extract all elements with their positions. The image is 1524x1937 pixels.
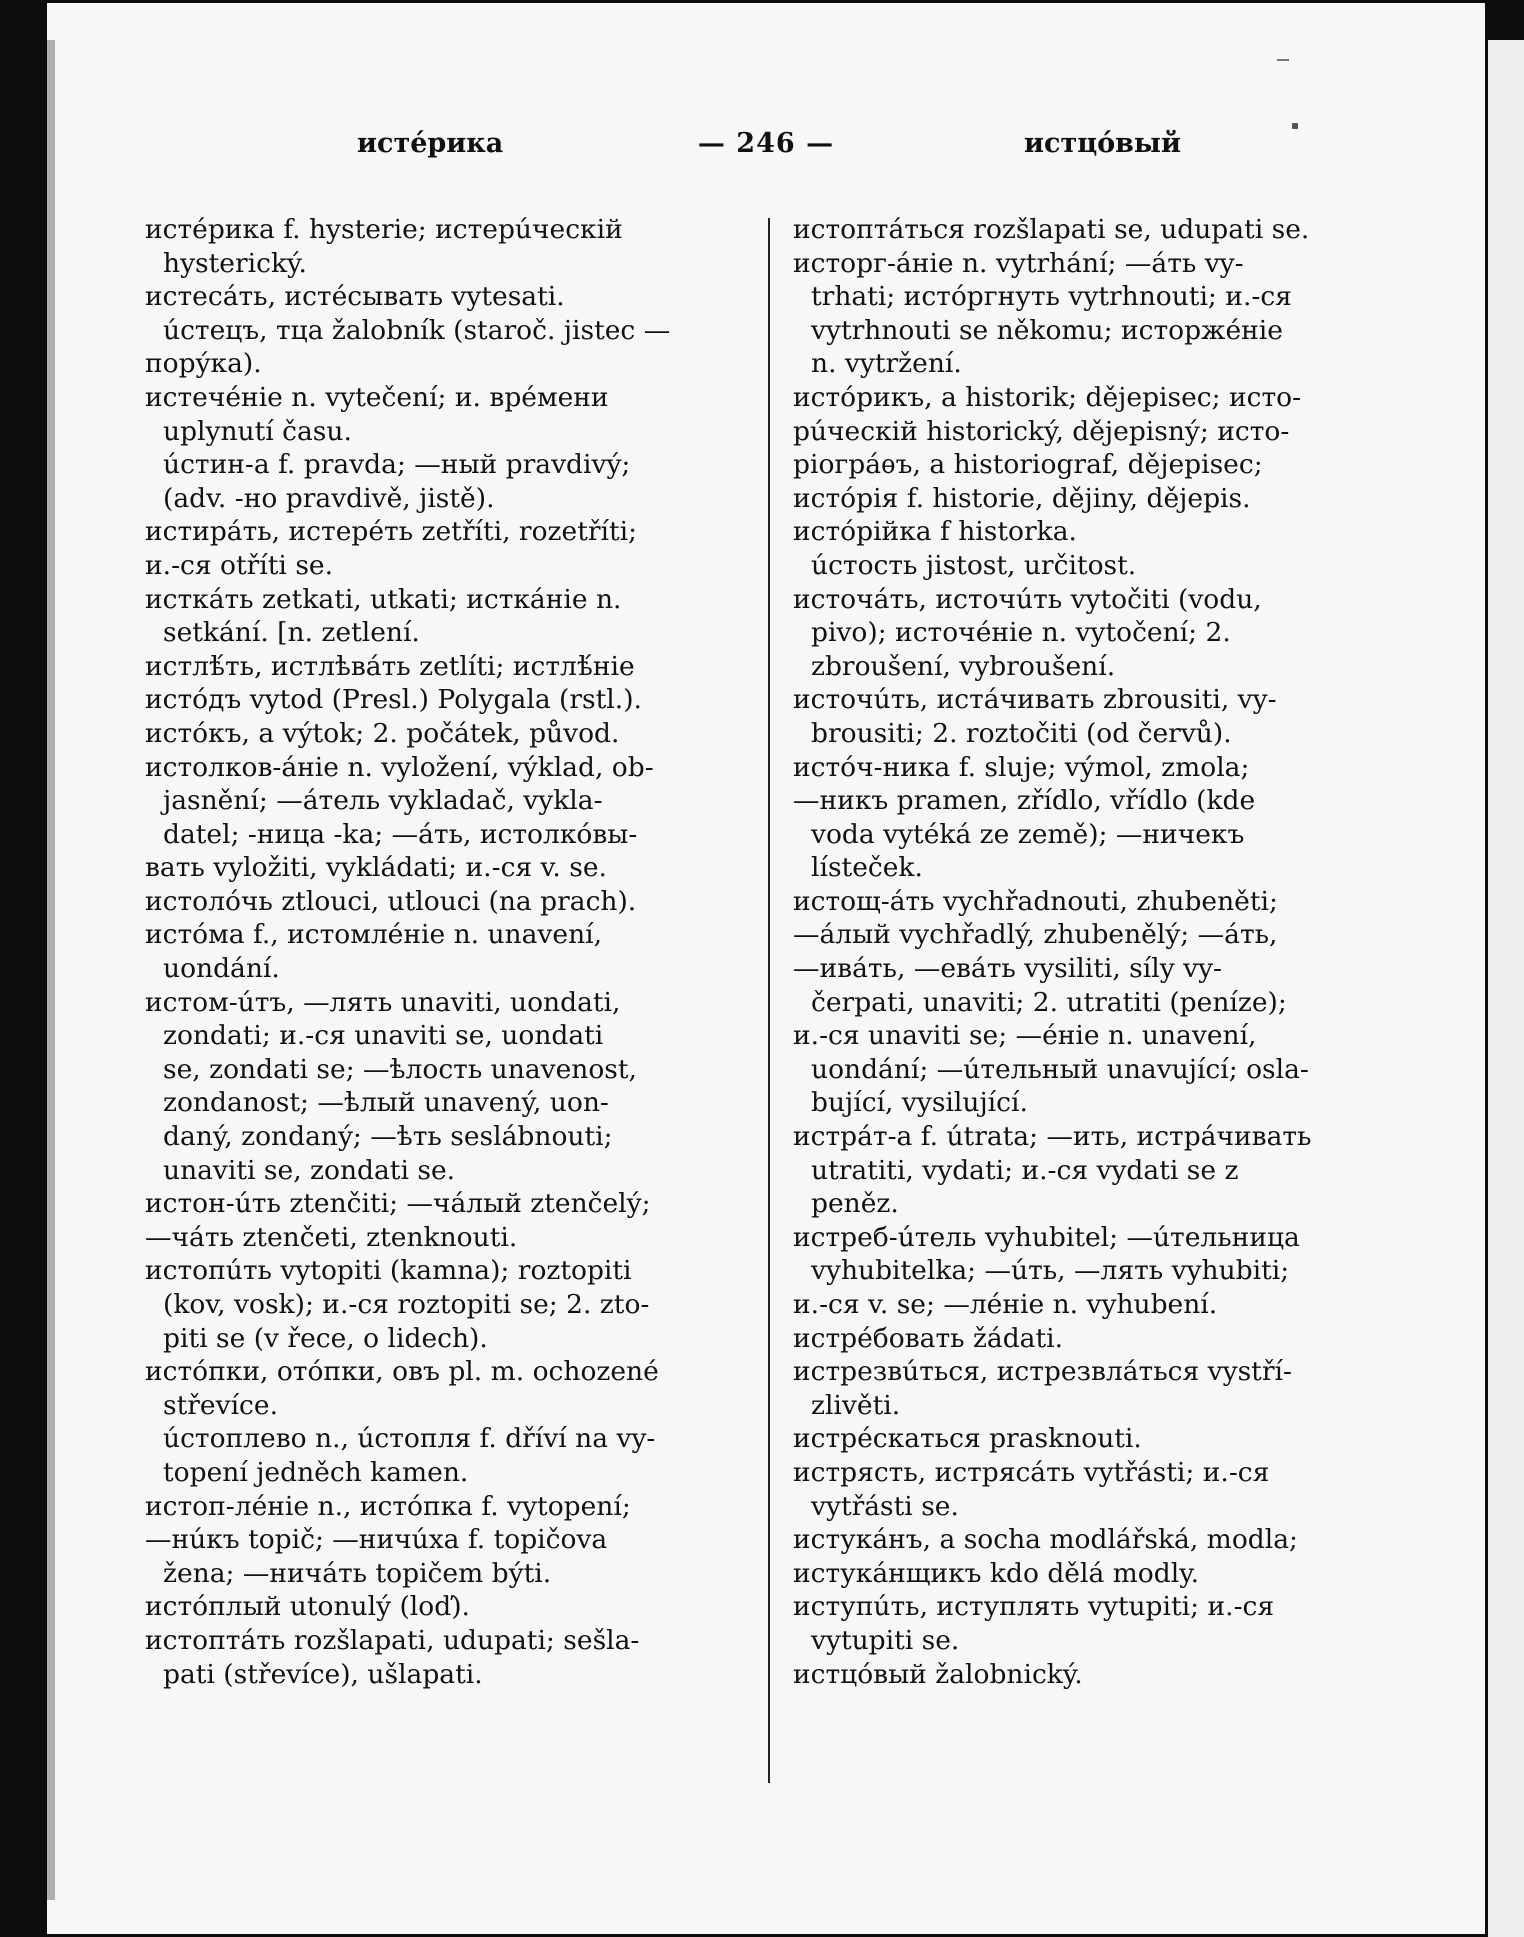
left-column-line: истон-úть ztenčiti; —чáлый ztenčelý; [145,1188,651,1220]
left-column-line: úстин-а f. pravda; —ный pravdivý; [163,449,631,481]
left-column-line: jasnění; —áтель vykladač, vykla- [163,785,603,817]
right-column-line: истрéбовать žádati. [793,1322,1064,1354]
right-column-line: uondání; —úтельный unavující; osla- [811,1053,1309,1085]
right-column-line: brousiti; 2. roztočiti (od červů). [811,717,1232,749]
print-speck [1292,123,1298,129]
left-column-line: истéрика f. hysterie; истерúческiй [145,214,623,245]
right-column-line: —никъ pramen, zřídlo, vřídlo (kde [793,785,1256,817]
left-column-line: истóма f., истомлéнiе n. unavení, [145,919,603,951]
left-column-line: исткáть zetkati, utkati; исткáнiе n. [145,583,622,615]
right-column-line: истрясть, истрясáть vytřásti; и.-ся [793,1456,1270,1488]
left-column [145,213,740,1691]
right-column-line: истрáт-а f. útrata; —ить, истрáчивать [793,1121,1312,1153]
left-column-line: истопúть vytopiti (kamna); roztopiti [145,1255,632,1287]
left-column-line: (adv. -но pravdivě, jistě). [163,482,495,514]
left-column-line: úстоплево n., úстопля f. dříví na vy- [163,1423,656,1455]
right-column-line: истукáнщикъ kdo dělá modly. [793,1557,1200,1589]
right-column-line: —áлый vychřadlý, zhubenělý; —áть, [793,919,1278,951]
left-column-line: pati (střevíce), ušlapati. [163,1658,483,1690]
left-column-line: žena; —ничáть topičem býti. [163,1557,552,1589]
left-column-line: истóпки, отóпки, овъ pl. m. ochozené [145,1356,659,1388]
running-header [47,128,1485,168]
right-column-line: zbroušení, vybroušení. [811,650,1116,682]
right-column-line: bující, vysilující. [811,1087,1028,1119]
left-column-line: datel; -ница -ka; —áть, истолкóвы- [163,818,638,850]
right-column-line: истóч-ника f. sluje; výmol, zmola; [793,751,1250,783]
right-column-line: и.-ся v. se; —лéнiе n. vyhubení. [793,1289,1218,1320]
left-column-line: setkání. [n. zetlení. [163,617,420,649]
right-column-line: истрéскаться prasknouti. [793,1423,1142,1455]
right-column-line: peněz. [811,1188,899,1220]
left-column-line: вать vyložiti, vykládati; и.-ся v. se. [145,852,607,884]
left-column-line: —нúкъ topič; —ничúха f. topičova [145,1524,608,1556]
right-column-line: истукáнъ, a socha modlářská, modla; [793,1524,1298,1556]
left-column-line: úстецъ, тца žalobník (staroč. jistec — [163,314,671,346]
left-column-line: истоптáть rozšlapati, udupati; sešla- [145,1624,640,1656]
right-column-line: čerpati, unaviti; 2. utratiti (peníze); [811,986,1287,1018]
left-column-line: hysterický. [163,247,307,279]
right-column-line: vytrhnouti se někomu; исторжéнiе [811,314,1283,346]
left-column-line: истóдъ vytod (Presl.) Polygala (rstl.). [145,684,642,716]
right-column-line: истощ-áть vychřadnouti, zhubeněti; [793,885,1278,917]
left-column-line: —чáть ztenčeti, ztenknouti. [145,1221,518,1253]
adjacent-page-edge [1488,40,1524,1937]
left-column-line: zondanost; —ѣлый unavený, uon- [163,1087,609,1119]
right-column-line: vyhubitelka; —úть, —лять vyhubiti; [811,1255,1290,1287]
right-column-line: úстость jistost, určitost. [811,549,1137,581]
right-column-line: источáть, источúть vytočiti (vodu, [793,583,1262,615]
page-number: — 246 — [697,128,835,159]
right-column-line: истрезвúться, истрезвлáться vystří- [793,1356,1292,1388]
right-column-line: истреб-úтель vyhubitel; —úтельница [793,1221,1300,1253]
right-column-line: —ивáть, —евáть vysiliti, síly vy- [793,953,1223,985]
right-column-line: vytupiti se. [811,1624,960,1656]
left-column-line: topení jedněch kamen. [163,1456,469,1488]
left-column-line: se, zondati se; —ѣлость unavenost, [163,1053,637,1085]
left-column-line: истоп-лéнiе n., истóпка f. vytopení; [145,1490,631,1522]
right-column-line: истóрiя f. historie, dějiny, dějepis. [793,482,1251,514]
left-column-line: zondati; и.-ся unaviti se, uondati [163,1020,604,1052]
left-column-line: истóкъ, a výtok; 2. počátek, původ. [145,717,620,749]
right-column-line: истóрiйка f historka. [793,516,1077,548]
page-binding-shadow [47,40,55,1900]
right-column-line: voda vytéká ze země); —ничекъ [811,818,1245,850]
right-column-line: pivo); источéнiе n. vytočení; 2. [811,617,1231,649]
left-column-line: истирáть, истерéть zetříti, rozetříti; [145,516,638,548]
right-column [793,213,1388,1691]
left-column-line: истóплый utonulý (loď). [145,1591,470,1623]
right-column-line: истцóвый žalobnický. [793,1658,1083,1690]
right-column-line: vytřásti se. [811,1490,959,1522]
left-column-line: истлѣ́ть, истлѣвáть zetlíti; истлѣ́нiе [145,650,635,682]
right-column-line: lísteček. [811,852,923,884]
left-column-line: piti se (v řece, o lidech). [163,1322,488,1354]
right-column-line: истоптáться rozšlapati se, udupati se. [793,214,1310,245]
header-last-entry: истцóвый [1024,128,1182,159]
right-column-line: n. vytržení. [811,348,962,380]
right-column-line: рiогрáѳъ, a historiograf, dějepisec; [793,449,1263,481]
left-column-line: uondání. [163,953,280,985]
right-column-line: utratiti, vydati; и.-ся vydati se z [811,1154,1239,1186]
right-column-line: рúческiй historický, dějepisný; исто- [793,415,1290,447]
left-column-line: unaviti se, zondati se. [163,1154,456,1186]
right-column-line: zlivěti. [811,1389,901,1421]
right-column-line: истóрикъ, a historik; dějepisec; исто- [793,381,1302,413]
right-column-line: источúть, истáчивать zbrousiti, vy- [793,684,1277,716]
left-column-line: истолков-áнiе n. vyložení, výklad, ob- [145,751,654,783]
right-column-line: иступúть, иступлять vytupiti; и.-ся [793,1591,1275,1623]
right-column-line: и.-ся unaviti se; —éнiе n. unavení, [793,1020,1257,1052]
header-first-entry: истéрика [357,128,504,159]
left-column-line: истесáть, истéсывать vytesati. [145,281,565,313]
left-column-line: истечéнiе n. vytečení; и. врéмени [145,381,609,413]
left-column-line: и.-ся otříti se. [145,549,334,581]
left-column-line: daný, zondaný; —ѣть seslábnouti; [163,1121,613,1153]
column-divider [768,218,770,1783]
left-column-line: истолóчь ztlouci, utlouci (na prach). [145,885,637,917]
left-column-line: střevíce. [163,1389,278,1421]
left-column-line: истом-úтъ, —лять unaviti, uondati, [145,986,621,1018]
dictionary-page [47,3,1485,1934]
print-speck [1277,59,1289,61]
left-column-line: (kov, vosk); и.-ся roztopiti se; 2. zto- [163,1289,650,1320]
right-column-line: исторг-áнiе n. vytrhání; —áть vy- [793,247,1244,279]
right-column-line: trhati; истóргнуть vytrhnouti; и.-ся [811,281,1292,313]
left-column-line: порýка). [145,348,262,380]
left-column-line: uplynutí času. [163,415,352,447]
